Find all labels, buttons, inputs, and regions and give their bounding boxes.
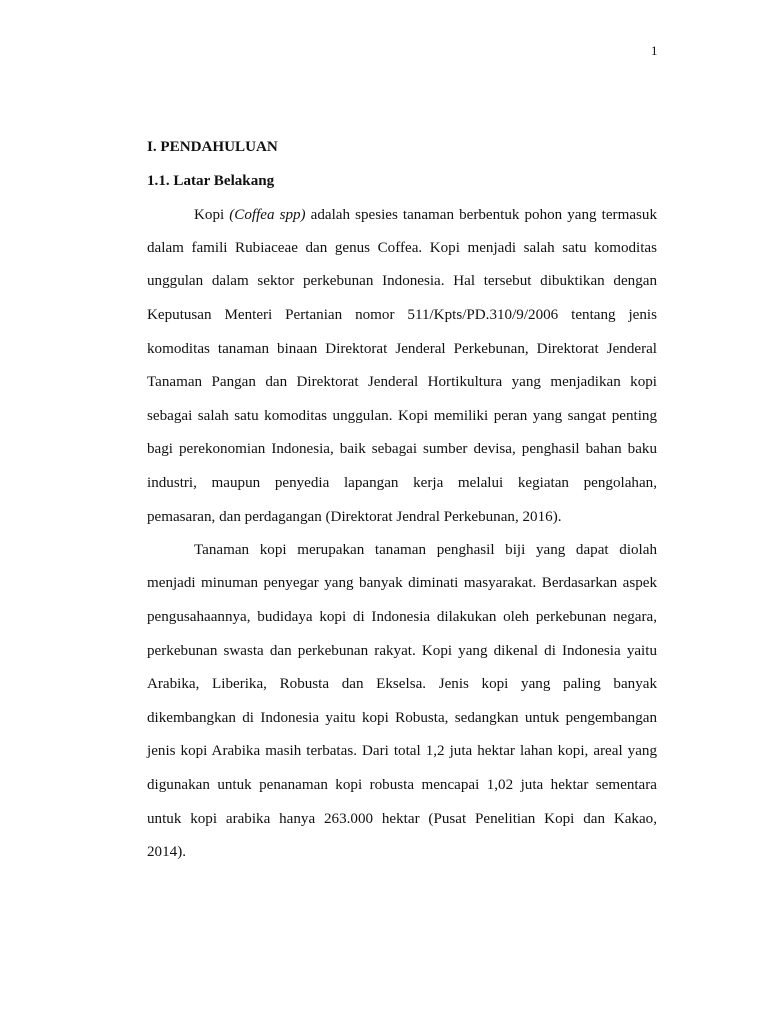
paragraph-line: bagi perekonomian Indonesia, baik sebagai sumber devisa, penghasil bahan baku (147, 441, 657, 457)
paragraph-line: jenis kopi Arabika masih terbatas. Dari total 1,2 juta hektar lahan kopi, areal yang (147, 743, 657, 759)
paragraph-line: 2014). (147, 844, 186, 860)
paragraph-line: Keputusan Menteri Pertanian nomor 511/Kpts/PD.310/9/2006 tentang jenis (147, 307, 657, 323)
paragraph-line: Tanaman kopi merupakan tanaman penghasil biji yang dapat diolah (194, 542, 657, 558)
paragraph-line: komoditas tanaman binaan Direktorat Jenderal Perkebunan, Direktorat Jenderal (147, 341, 657, 357)
page-number: 1 (651, 43, 658, 58)
paragraph-line: sebagai salah satu komoditas unggulan. Kopi memiliki peran yang sangat penting (147, 408, 657, 424)
paragraph-line: Kopi (Coffea spp) adalah spesies tanaman berbentuk pohon yang termasuk (194, 207, 657, 223)
paragraph-line: dalam famili Rubiaceae dan genus Coffea. Kopi menjadi salah satu komoditas (147, 240, 657, 256)
scientific-name: (Coffea spp) (229, 207, 306, 223)
paragraph-line: unggulan dalam sektor perkebunan Indonesia. Hal tersebut dibuktikan dengan (147, 273, 657, 289)
paragraph-line: pemasaran, dan perdagangan (Direktorat Jendral Perkebunan, 2016). (147, 509, 562, 525)
paragraph-line: dikembangkan di Indonesia yaitu kopi Robusta, sedangkan untuk pengembangan (147, 710, 657, 726)
paragraph-line: digunakan untuk penanaman kopi robusta mencapai 1,02 juta hektar sementara (147, 777, 657, 793)
section-heading: 1.1. Latar Belakang (147, 173, 275, 189)
chapter-heading: I. PENDAHULUAN (147, 139, 278, 155)
paragraph-line: perkebunan swasta dan perkebunan rakyat. Kopi yang dikenal di Indonesia yaitu (147, 643, 657, 659)
paragraph-line: Arabika, Liberika, Robusta dan Ekselsa. Jenis kopi yang paling banyak (147, 676, 657, 692)
paragraph-line: pengusahaannya, budidaya kopi di Indonesia dilakukan oleh perkebunan negara, (147, 609, 657, 625)
paragraph-line: Tanaman Pangan dan Direktorat Jenderal Hortikultura yang menjadikan kopi (147, 374, 657, 390)
paragraph-line: industri, maupun penyedia lapangan kerja melalui kegiatan pengolahan, (147, 475, 657, 491)
paragraph-line: menjadi minuman penyegar yang banyak diminati masyarakat. Berdasarkan aspek (147, 575, 657, 591)
paragraph-line: untuk kopi arabika hanya 263.000 hektar (Pusat Penelitian Kopi dan Kakao, (147, 811, 657, 827)
